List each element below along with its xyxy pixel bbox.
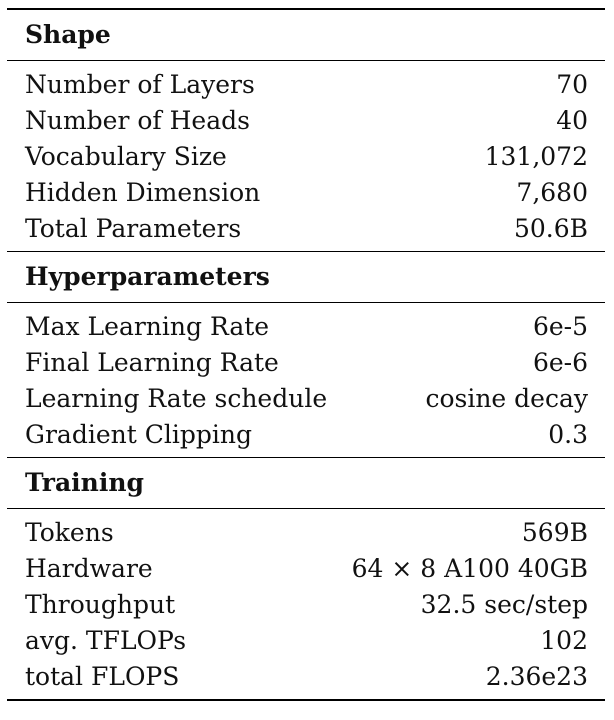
table-row (7, 66, 605, 102)
table-row (7, 416, 605, 452)
section-rows-hyperparameters (7, 303, 605, 457)
row-label: Number of Layers (25, 69, 255, 99)
section-title-training: Training (25, 468, 144, 497)
row-label: Vocabulary Size (25, 141, 227, 171)
row-value: 569B (521, 517, 588, 547)
row-value: 40 (556, 105, 588, 135)
row-label: Throughput (25, 589, 176, 619)
row-value: 32.5 sec/step (420, 589, 588, 619)
row-label: Number of Heads (25, 105, 250, 135)
section-title-shape: Shape (25, 20, 111, 49)
table-row (7, 622, 605, 658)
table-row (7, 658, 605, 694)
row-value: 102 (540, 625, 588, 655)
row-value: 50.6B (513, 213, 588, 243)
row-value: 0.3 (548, 419, 588, 449)
row-label: total FLOPS (25, 661, 180, 691)
table-row (7, 514, 605, 550)
row-value: 64 × 8 A100 40GB (351, 553, 588, 583)
row-value: 2.36e23 (485, 661, 588, 691)
section-rows-training (7, 509, 605, 699)
row-label: Final Learning Rate (25, 347, 279, 377)
table-row (7, 138, 605, 174)
table-row (7, 210, 605, 246)
row-label: Gradient Clipping (25, 419, 252, 449)
table-row (7, 308, 605, 344)
section-rows-shape (7, 61, 605, 251)
table-row (7, 344, 605, 380)
row-label: avg. TFLOPs (25, 625, 187, 655)
row-label: Hidden Dimension (25, 177, 261, 207)
table-row (7, 550, 605, 586)
model-spec-table (7, 8, 605, 701)
row-label: Learning Rate schedule (25, 383, 328, 413)
row-value: cosine decay (425, 383, 588, 413)
row-label: Hardware (25, 553, 153, 583)
table-row (7, 174, 605, 210)
section-title-hyperparameters: Hyperparameters (25, 262, 270, 291)
row-value: 6e-6 (532, 347, 588, 377)
table-row (7, 380, 605, 416)
bottom-rule (7, 699, 605, 701)
table-row (7, 102, 605, 138)
row-value: 70 (556, 69, 588, 99)
table-row (7, 586, 605, 622)
row-value: 6e-5 (532, 311, 588, 341)
row-label: Max Learning Rate (25, 311, 270, 341)
row-value: 7,680 (516, 177, 588, 207)
row-label: Total Parameters (25, 213, 242, 243)
row-label: Tokens (25, 517, 114, 547)
row-value: 131,072 (484, 141, 588, 171)
